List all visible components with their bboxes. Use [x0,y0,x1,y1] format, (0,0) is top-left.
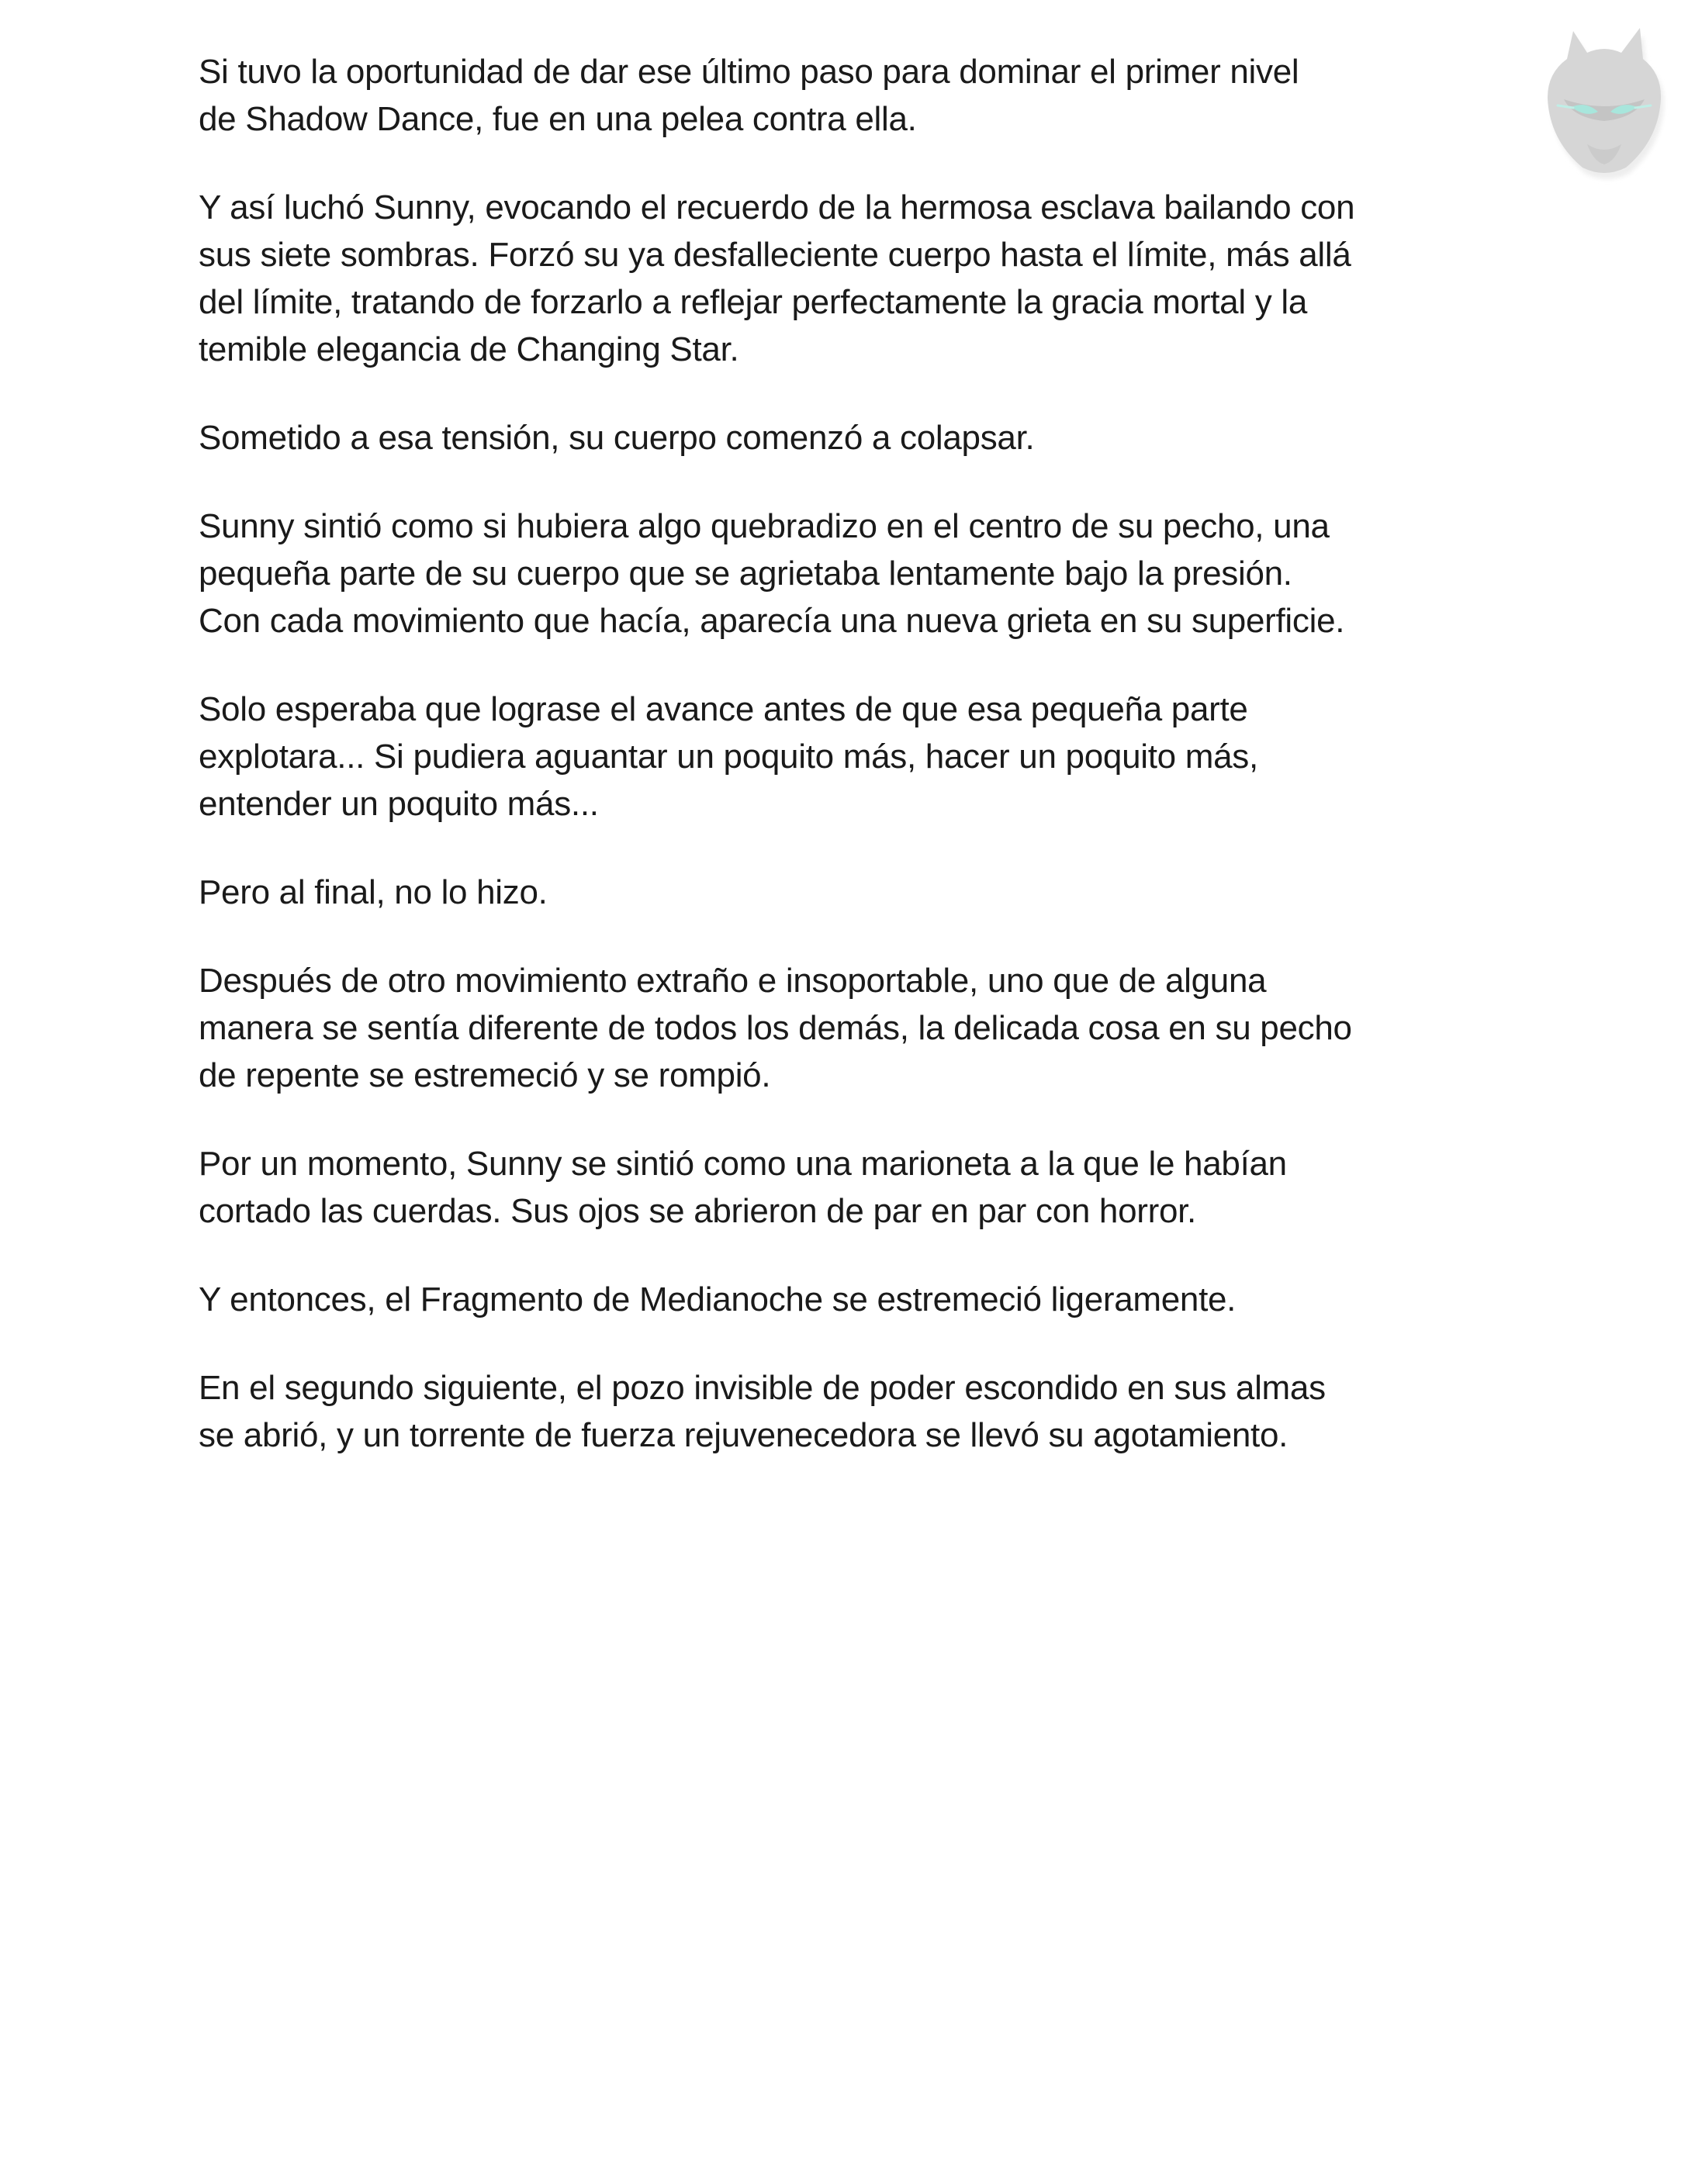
paragraph: Pero al final, no lo hizo. [199,873,548,911]
paragraph: Sunny sintió como si hubiera algo quebradizo en el centro de su pecho, una pequeña parte de su cuerpo que se agrietaba lentamente bajo la presión. Con cada movimiento que hacía, aparecía una nueva grieta en su superficie. [199,507,1345,640]
demon-head-icon [1527,14,1682,185]
paragraph: En el segundo siguiente, el pozo invisible de poder escondido en sus almas se abrió, y un torrente de fuerza rejuvenecedora se llevó su agotamiento. [199,1369,1326,1454]
paragraph: Y entonces, el Fragmento de Medianoche se estremeció ligeramente. [199,1280,1237,1318]
paragraph: Y así luchó Sunny, evocando el recuerdo de la hermosa esclava bailando con sus siete sombras. Forzó su ya desfalleciente cuerpo hasta el límite, más allá del límite, tratando de forzarlo a reflejar perfectamente la gracia mortal y la temible elegancia de Changing Star. [199,188,1355,368]
paragraph: Si tuvo la oportunidad de dar ese último paso para dominar el primer nivel de Shadow Dance, fue en una pelea contra ella. [199,53,1299,138]
document-body [199,48,1525,1500]
paragraph: Después de otro movimiento extraño e insoportable, uno que de alguna manera se sentía diferente de todos los demás, la delicada cosa en su pecho de repente se estremeció y se rompió. [199,962,1352,1094]
paragraph: Solo esperaba que lograse el avance antes de que esa pequeña parte explotara... Si pudiera aguantar un poquito más, hacer un poquito más, entender un poquito más... [199,690,1258,823]
paragraph: Sometido a esa tensión, su cuerpo comenzó a colapsar. [199,419,1035,457]
paragraph: Por un momento, Sunny se sintió como una marioneta a la que le habían cortado las cuerdas. Sus ojos se abrieron de par en par con horror. [199,1145,1287,1230]
